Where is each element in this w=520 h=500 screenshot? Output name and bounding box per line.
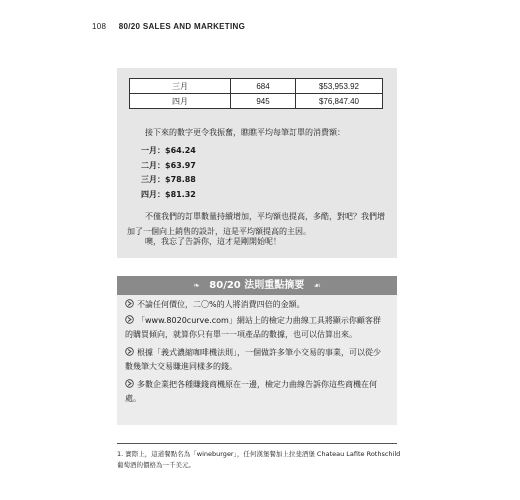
body-paragraph: 不僅我們的訂單數量持續增加，平均額也提高，多酷，對吧？我們增加了一個向上銷售的設計，這是平均額提高的主因。 — [127, 212, 385, 236]
average-item: 二月：$63.97 — [141, 160, 196, 170]
closing-line: 噢，我忘了告訴你，這才是剛開始呢！ — [145, 237, 281, 246]
summary-item-text: 「www.8020curve.com」網站上的檢定力曲線工具將顯示你顧客群的購買傾向，就算你只有單一一項產品的數據，也可以估算出來。 — [125, 316, 381, 339]
intro-text: 接下來的數字更令我振奮，瞧瞧平均每筆訂單的消費額： — [145, 128, 345, 137]
cell-revenue: $76,847.40 — [296, 94, 383, 109]
ornament-icon: ☙ — [313, 281, 321, 290]
page-number: 108 — [92, 22, 107, 31]
footnote-divider — [117, 443, 397, 444]
bullet-icon — [125, 379, 134, 388]
summary-title-bar — [117, 276, 397, 295]
summary-item — [125, 346, 387, 374]
average-item: 四月：$81.32 — [141, 189, 196, 199]
cell-month: 四月 — [130, 94, 231, 109]
page-header — [92, 22, 245, 31]
bullet-icon — [125, 315, 134, 324]
cell-month: 三月 — [130, 79, 231, 94]
table-row — [130, 79, 383, 94]
summary-title: 80/20 法則重點摘要 — [209, 280, 305, 291]
bullet-icon — [125, 299, 134, 308]
cell-revenue: $53,953.92 — [296, 79, 383, 94]
table-row — [130, 94, 383, 109]
summary-item — [125, 378, 387, 406]
average-list — [141, 144, 196, 202]
summary-item-text: 根據「義式濃縮咖啡機法則」，一個做許多筆小交易的事業，可以從少數幾筆大交易賺進同樣多的錢。 — [125, 348, 381, 371]
cell-orders: 945 — [231, 94, 296, 109]
summary-item — [125, 298, 387, 312]
book-title: 80/20 SALES AND MARKETING — [118, 22, 246, 31]
summary-box — [117, 295, 397, 425]
summary-item-text: 多數企業把各種賺錢商機原在一邊，檢定力曲線告訴你這些商機在何處。 — [125, 380, 377, 403]
bullet-icon — [125, 347, 134, 356]
orders-table — [129, 78, 383, 109]
summary-item-text: 不論任何價位，二〇%的人將消費四倍的金額。 — [137, 300, 305, 309]
example-panel — [117, 68, 397, 258]
footnote: 1. 實際上，這道餐點名為「wineburger」，任何漢堡餐加上拉斐酒堡 Chateau Lafite Rothschild 葡萄酒的價格為一千美元。 — [117, 450, 401, 469]
ornament-icon: ❧ — [193, 281, 200, 290]
average-item: 一月：$64.24 — [141, 146, 196, 155]
average-item: 三月：$78.88 — [141, 175, 196, 184]
summary-item — [125, 314, 387, 342]
cell-orders: 684 — [231, 79, 296, 94]
